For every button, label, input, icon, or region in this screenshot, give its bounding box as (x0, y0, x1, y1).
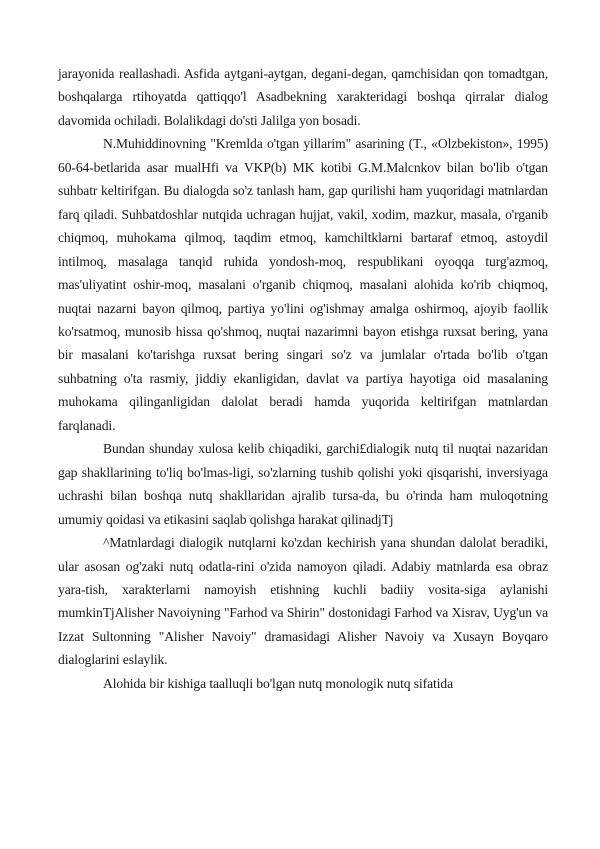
paragraph: N.Muhiddinovning "Kremlda o'tgan yillarim" asarining (T., «Olzbekiston», 1995) 60-64-betlarida asar mualHfi va VKP(b) MK kotibi G.M.Malcnkov bilan bo'lib o'tgan suhbatr keltirifgan. Bu dialogda so'z tanlash ham, gap qurilishi ham yuqoridagi matnlardan farq qiladi. Suhbatdoshlar nutqida uchragan hujjat, vakil, xodim, mazkur, masala, o'rganib chiqmoq, muhokama qilmoq, taqdim etmoq, kamchiltklarni bartaraf etmoq, astoydil intilmoq, masalaga tanqid ruhida yondosh-moq, respublikani oyoqqa turg'azmoq, mas'uliyatint oshir-moq, masalani o'rganib chiqmoq, masalani alohida ko'rib chiqmoq, nuqtai nazarni bayon qilmoq, partiya yo'lini og'ishmay amalga oshirmoq, ajoyib faollik ko'rsatmoq, munosib hissa qo'shmoq, nuqtai nazarimni bayon etishga ruxsat bering, yana bir masalani ko'tarishga ruxsat bering singari so'z va jumlalar o'rtada bo'lib o'tgan suhbatning o'ta rasmiy, jiddiy ekanligidan, davlat va partiya hayotiga oid masalaning muhokama qilinganligidan dalolat beradi hamda yuqorida keltirifgan matnlardan farqlanadi. (58, 136, 548, 433)
paragraph: ^Matnlardagi dialogik nutqlarni ko'zdan kechirish yana shundan dalolat beradiki, ular asosan og'zaki nutq odatla-rini o'zida namoyon qiladi. Adabiy matnlarda esa obraz yara-tish, xarakterlarni namoyish etishning kuchli badiiy vosita-siga aylanishi mumkinTjAlisher Navoiyning "Farhod va Shirin" dostonidagi Farhod va Xisrav, Uyg'un va Izzat Sultonning "Alisher Navoiy" dramasidagi Alisher Navoiy va Xusayn Boyqaro dialoglarini eslaylik. (58, 535, 548, 668)
paragraph: Alohida bir kishiga taalluqli bo'lgan nutq monologik nutq sifatida (103, 675, 453, 691)
body-text (58, 62, 548, 695)
paragraph: Bundan shunday xulosa kelib chiqadiki, garchi£dialogik nutq til nuqtai nazaridan gap shakllarining to'liq bo'lmas-ligi, so'zlarning tushib qolishi yoki qisqarishi, inversiyaga uchrashi bilan boshqa nutq shakllaridan ajralib tursa-da, bu o'rinda ham muloqotning umumiy qoidasi va etikasini saqlab qolishga harakat qilinadjTj (58, 441, 548, 527)
paragraph: jarayonida reallashadi. Asfida aytgani-aytgan, degani-degan, qamchisidan qon tomadtgan, boshqalarga rtihoyatda qattiqqo'l Asadbekning xarakteridagi boshqa qirralar dialog davomida ochiladi. Bolalikdagi do'sti Jalilga yon bosadi. (58, 66, 548, 128)
